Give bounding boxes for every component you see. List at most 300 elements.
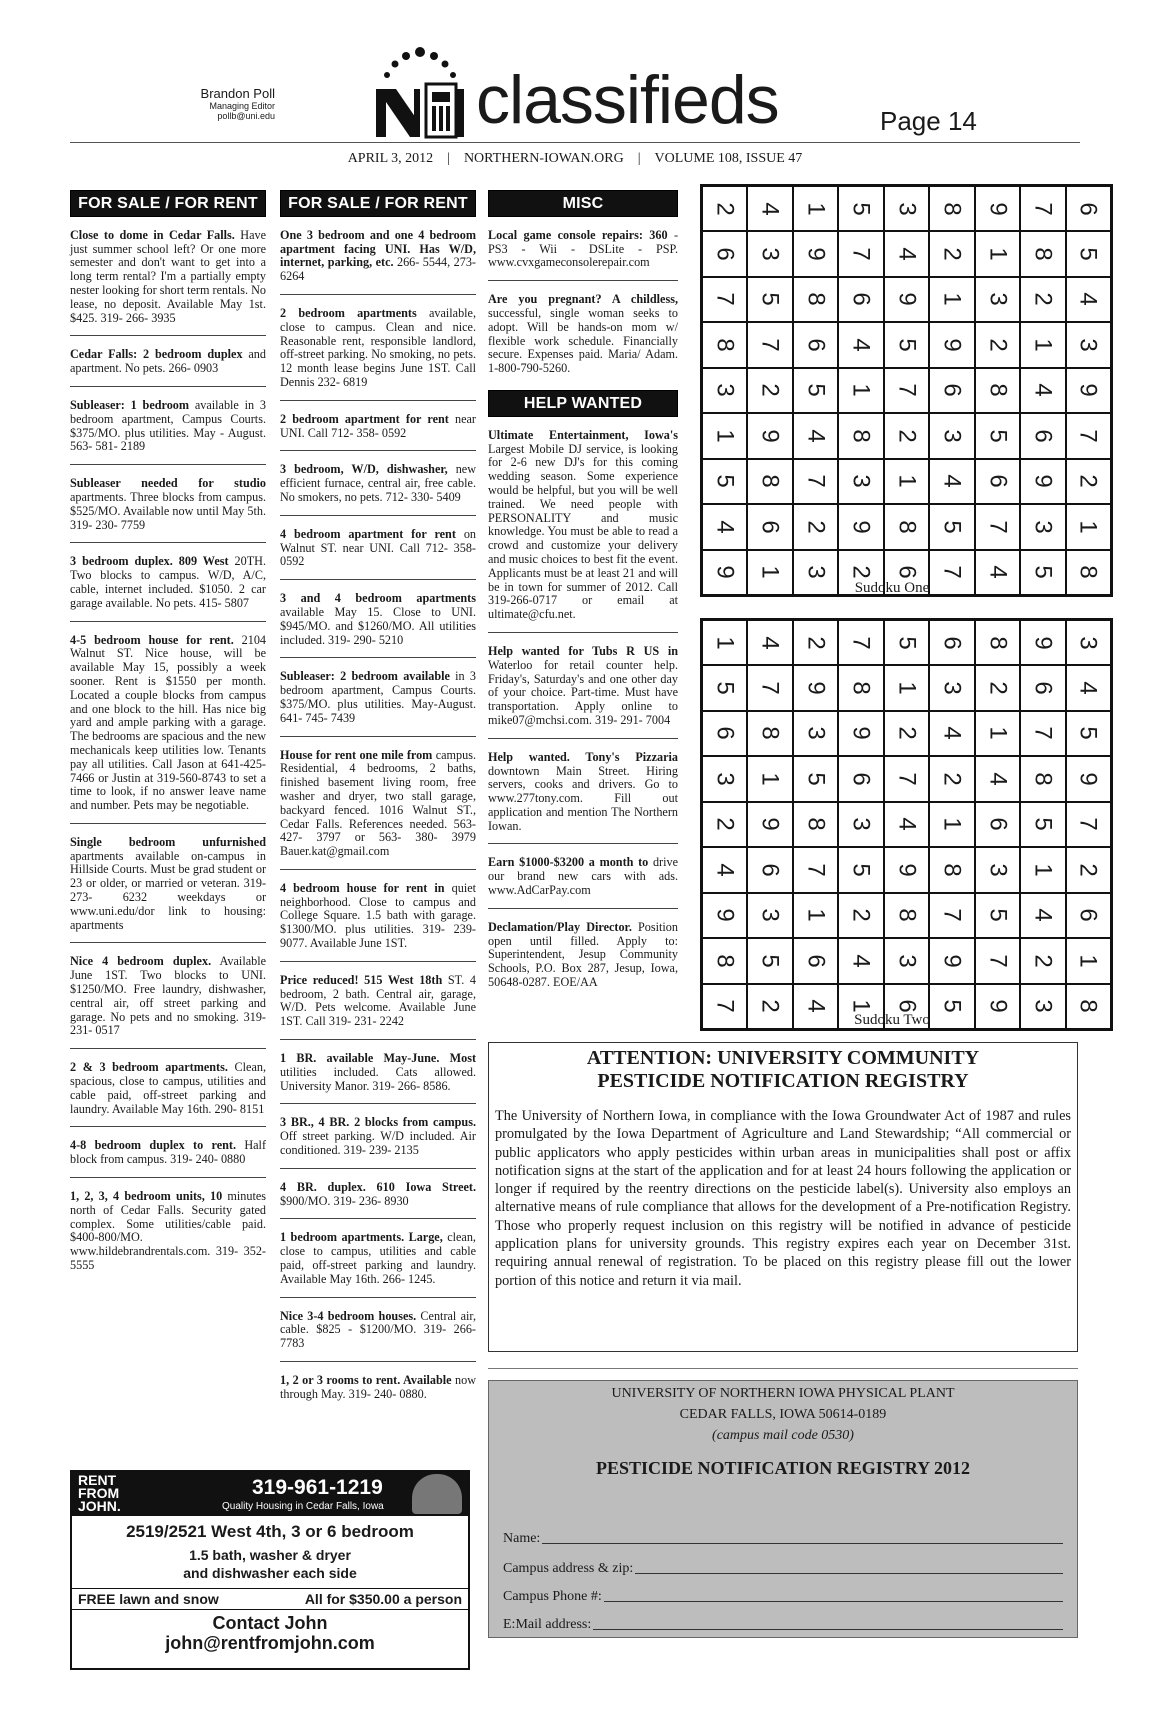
classified-ad — [280, 1052, 476, 1093]
sudoku-digit: 7 — [1029, 726, 1057, 740]
ad-headline: 4 bedroom apartment for rent — [280, 526, 456, 541]
sudoku-row — [702, 620, 1112, 666]
sudoku-digit: 8 — [711, 954, 739, 968]
ad-headline: 4 BR. duplex. 610 Iowa Street. — [280, 1179, 476, 1194]
sudoku-two-caption: Sudoku Two — [854, 1012, 930, 1028]
sudoku-row — [702, 665, 1112, 711]
sudoku-cell — [747, 938, 793, 984]
header-rule — [70, 142, 1080, 143]
classified-ad — [280, 1181, 476, 1209]
sudoku-cell — [747, 277, 793, 323]
classified-ad — [488, 645, 678, 728]
email-label: E:Mail address: — [503, 1617, 592, 1632]
sudoku-cell — [747, 756, 793, 802]
rent-from-john-ad — [70, 1470, 470, 1670]
sudoku-digit: 5 — [984, 429, 1012, 443]
classified-ad — [70, 955, 266, 1038]
sudoku-digit: 1 — [938, 292, 966, 306]
email-field[interactable] — [503, 1617, 1063, 1633]
email-line[interactable] — [593, 1617, 1063, 1630]
sudoku-digit: 3 — [711, 772, 739, 786]
sudoku-digit: 6 — [938, 383, 966, 397]
rent-ad-address: 2519/2521 West 4th, 3 or 6 bedroom — [126, 1522, 414, 1541]
ad-separator — [70, 1048, 266, 1049]
sudoku-cell — [975, 277, 1021, 323]
sudoku-cell — [793, 504, 839, 550]
sudoku-cell — [793, 277, 839, 323]
sudoku-digit: 9 — [1029, 474, 1057, 488]
sudoku-digit: 3 — [802, 565, 830, 579]
ad-headline: Subleaser: 1 bedroom — [70, 397, 190, 412]
sudoku-digit: 7 — [984, 520, 1012, 534]
sudoku-cell — [884, 802, 930, 848]
sudoku-digit: 7 — [847, 247, 875, 261]
classified-ad — [280, 882, 476, 951]
sudoku-digit: 6 — [1029, 681, 1057, 695]
sudoku-digit: 8 — [1029, 247, 1057, 261]
sudoku-cell — [838, 802, 884, 848]
ad-body: $900/MO. 319- 236- 8930 — [280, 1193, 409, 1208]
sudoku-cell — [747, 459, 793, 505]
sudoku-digit: 8 — [847, 429, 875, 443]
ad-body: Clean, spacious, close to campus, utilities and cable paid, off-street parking and laundry. Available May 16th. 290- 8151 — [70, 1060, 266, 1116]
notice-title-line-2: PESTICIDE NOTIFICATION REGISTRY — [597, 1070, 969, 1092]
sudoku-digit: 9 — [938, 954, 966, 968]
sudoku-cell — [702, 893, 748, 939]
sudoku-digit: 1 — [847, 383, 875, 397]
sudoku-cell — [1020, 550, 1066, 596]
campus-phone-label: Campus Phone #: — [503, 1589, 602, 1604]
ad-body: on Walnut ST. near UNI. Call 712- 358- 0592 — [280, 526, 476, 569]
ad-separator — [488, 738, 678, 739]
sudoku-row — [702, 322, 1112, 368]
for-sale-for-rent-column-1 — [70, 190, 266, 1273]
sudoku-digit: 1 — [984, 726, 1012, 740]
sudoku-cell — [793, 893, 839, 939]
sudoku-cell — [793, 186, 839, 232]
sudoku-cell — [838, 322, 884, 368]
sudoku-cell — [1020, 893, 1066, 939]
sudoku-cell — [793, 756, 839, 802]
sudoku-digit: 9 — [984, 201, 1012, 216]
sudoku-digit: 6 — [756, 520, 784, 534]
classified-ad — [488, 921, 678, 990]
sudoku-cell — [975, 893, 1021, 939]
dateline: APRIL 3, 2012 | NORTHERN-IOWAN.ORG | VOLUME 108, ISSUE 47 — [347, 151, 803, 166]
for-sale-banner: FOR SALE / FOR RENT — [280, 190, 476, 217]
sudoku-digit: 3 — [847, 474, 875, 488]
sudoku-cell — [793, 665, 839, 711]
rent-ad-phone: 319-961-1219 — [252, 1476, 383, 1499]
campus-phone-field[interactable] — [503, 1589, 1063, 1605]
ad-separator — [280, 1039, 476, 1040]
sudoku-row — [702, 802, 1112, 848]
sudoku-digit: 2 — [711, 201, 739, 216]
sudoku-digit: 9 — [802, 681, 830, 695]
misc-banner: MISC — [488, 190, 678, 217]
sudoku-digit: 7 — [802, 863, 830, 877]
ad-body: Waterloo for retail counter help. Friday's, Saturday's and one other day of your choice. Part-time. Must have transportation. Apply online to mike07@mchsi.com. 319- 291- 7004 — [488, 657, 678, 727]
classified-ad — [280, 528, 476, 569]
sudoku-cell — [975, 756, 1021, 802]
sudoku-cell — [1066, 756, 1112, 802]
sudoku-cell — [929, 802, 975, 848]
sudoku-digit: 5 — [1074, 247, 1102, 261]
rent-ad-features-2: and dishwasher each side — [183, 1565, 357, 1581]
sudoku-digit: 4 — [802, 429, 830, 443]
sudoku-digit: 4 — [756, 635, 784, 650]
sudoku-row — [702, 756, 1112, 802]
sudoku-cell — [975, 711, 1021, 757]
sudoku-digit: 7 — [938, 908, 966, 922]
sudoku-digit: 4 — [847, 338, 875, 352]
ad-body: apartments. Three blocks from campus. $525/MO. Available now until May 5th. 319- 230- 7759 — [70, 489, 266, 532]
sudoku-cell — [1066, 620, 1112, 666]
editor-name: Brandon Poll — [200, 86, 275, 101]
sudoku-cell — [702, 322, 748, 368]
sudoku-digit: 3 — [1074, 338, 1102, 352]
sudoku-digit: 7 — [756, 681, 784, 695]
sudoku-cell — [1066, 893, 1112, 939]
sudoku-cell — [1066, 847, 1112, 893]
ad-headline: 1 bedroom apartments. Large, — [280, 1230, 443, 1245]
sudoku-digit: 1 — [1074, 520, 1102, 534]
sudoku-cell — [838, 665, 884, 711]
sudoku-cell — [838, 277, 884, 323]
for-sale-banner: FOR SALE / FOR RENT — [70, 190, 266, 217]
sudoku-cell — [1020, 504, 1066, 550]
sudoku-digit: 2 — [847, 565, 875, 579]
sudoku-digit: 4 — [1074, 292, 1102, 306]
sudoku-digit: 8 — [802, 292, 830, 306]
ad-headline: 1 BR. available May-June. Most — [280, 1051, 476, 1066]
classified-ad — [70, 348, 266, 376]
sudoku-digit: 9 — [984, 999, 1012, 1013]
sudoku-digit: 9 — [756, 817, 784, 831]
sudoku-digit: 4 — [1029, 908, 1057, 922]
ad-body: Available June 1ST. Two blocks to UNI. $1250/MO. Free laundry, dishwasher, central air, off street parking and garage. No pets and no smoking. 319- 231- 0517 — [70, 954, 267, 1038]
ad-headline: Price reduced! 515 West 18th — [280, 972, 443, 987]
sudoku-cell — [793, 459, 839, 505]
sudoku-one-caption: Sudoku One — [854, 580, 930, 596]
sudoku-cell — [747, 665, 793, 711]
ad-headline: Nice 4 bedroom duplex. — [70, 954, 212, 969]
rent-ad-brand: RENT FROM JOHN. — [78, 1472, 121, 1514]
sudoku-cell — [975, 802, 1021, 848]
ad-separator — [70, 542, 266, 543]
ad-separator — [280, 1218, 476, 1219]
ad-body: Have just summer school left? Or one more semester and don't want to get into a long term rental? I'm a partially empty nester looking for short term rentals. No lease, no deposit. Available May 1st. $425. 319- 266- 3935 — [70, 227, 266, 325]
sudoku-cell — [702, 231, 748, 277]
classified-ad — [280, 1231, 476, 1286]
sudoku-cell — [702, 459, 748, 505]
sudoku-cell — [975, 504, 1021, 550]
sudoku-digit: 9 — [847, 520, 875, 534]
name-line[interactable] — [542, 1531, 1063, 1544]
sudoku-cell — [793, 802, 839, 848]
ad-headline: 3 bedroom duplex. 809 West — [70, 554, 229, 569]
sudoku-row — [702, 847, 1112, 893]
sudoku-cell — [1066, 186, 1112, 232]
sudoku-cell — [929, 504, 975, 550]
sudoku-cell — [702, 756, 748, 802]
sudoku-digit: 5 — [1029, 817, 1057, 831]
ad-separator — [280, 736, 476, 737]
sudoku-cell — [1066, 504, 1112, 550]
sudoku-cell — [1020, 938, 1066, 984]
sudoku-digit: 9 — [1074, 383, 1102, 397]
campus-address-label: Campus address & zip: — [503, 1561, 634, 1576]
sudoku-digit: 5 — [711, 474, 739, 488]
sudoku-digit: 8 — [756, 474, 784, 488]
sudoku-cell — [793, 322, 839, 368]
editor-title: Managing Editor — [209, 101, 275, 111]
sudoku-digit: 7 — [1074, 429, 1102, 443]
for-sale-for-rent-column-2 — [280, 190, 476, 1402]
sudoku-cell — [1020, 984, 1066, 1030]
sudoku-digit: 3 — [1074, 635, 1102, 650]
sudoku-digit: 4 — [756, 201, 784, 216]
sudoku-digit: 2 — [1029, 954, 1057, 968]
ad-separator — [280, 1103, 476, 1104]
sudoku-cell — [1020, 231, 1066, 277]
sudoku-cell — [702, 711, 748, 757]
sudoku-cell — [747, 368, 793, 414]
ad-headline: Are you pregnant? A childless, — [488, 292, 678, 307]
classified-ad — [280, 229, 476, 284]
sudoku-digit: 1 — [711, 429, 739, 443]
ad-body: new efficient furnace, central air, free cable. No smokers, no pets. 712- 330- 5409 — [280, 462, 476, 504]
sudoku-digit: 6 — [1074, 201, 1102, 216]
sudoku-cell — [884, 893, 930, 939]
sudoku-digit: 2 — [938, 247, 966, 261]
sudoku-cell — [975, 186, 1021, 232]
sudoku-cell — [929, 665, 975, 711]
rent-ad-offer-row — [72, 1588, 468, 1610]
sudoku-digit: 1 — [1029, 338, 1057, 352]
campus-phone-line[interactable] — [604, 1589, 1063, 1602]
sudoku-cell — [975, 368, 1021, 414]
sudoku-cell — [702, 368, 748, 414]
sudoku-digit: 3 — [893, 201, 921, 216]
ad-headline: Cedar Falls: 2 bedroom duplex — [70, 347, 243, 362]
ad-body: campus. Residential, 4 bedrooms, 2 baths, finished basement living room, free washer and dryer, two stall garage, backyard fenced. 1016 Walnut ST., Cedar Falls. References needed. 563- 427- 3797 or 563- 380- 3979 Bauer.kat@gmail.com — [280, 747, 477, 859]
ad-body: drive our brand new cars with ads. www.AdCarPay.com — [488, 855, 678, 898]
sudoku-cell — [1020, 665, 1066, 711]
sudoku-cell — [975, 847, 1021, 893]
ad-body: 2104 Walnut ST. Nice house, will be available May 15, possibly a week sooner. Rent is $1550 per month. Located a couple blocks from campus and one block to the hill. Has nice big yard and ample parking with a garage. The bedrooms are spacious and the new mechanicals keep utilities low. Tenants pay all utilities. Call Jason at 641-425-7466 or Justin at 319-560-8743 to set a time to look, if no answer leave name and number. Pets may be negotiable. — [70, 632, 267, 813]
sudoku-cell — [884, 938, 930, 984]
sudoku-digit: 5 — [1074, 726, 1102, 740]
sudoku-cell — [702, 938, 748, 984]
sudoku-cell — [838, 756, 884, 802]
form-org: UNIVERSITY OF NORTHERN IOWA PHYSICAL PLANT — [611, 1386, 955, 1401]
sudoku-digit: 7 — [847, 635, 875, 650]
campus-address-field[interactable] — [503, 1561, 1063, 1577]
sudoku-digit: 7 — [756, 338, 784, 352]
classified-ad — [70, 1061, 266, 1116]
sudoku-row — [702, 893, 1112, 939]
form-mail-code: (campus mail code 0530) — [712, 1428, 854, 1443]
sudoku-digit: 5 — [893, 635, 921, 650]
notice-divider — [488, 1368, 1078, 1369]
sudoku-digit: 8 — [938, 863, 966, 877]
ad-separator — [70, 386, 266, 387]
sudoku-cell — [884, 413, 930, 459]
landlord-photo — [412, 1474, 462, 1514]
sudoku-digit: 1 — [984, 247, 1012, 261]
sudoku-cell — [747, 504, 793, 550]
sudoku-digit: 3 — [893, 954, 921, 968]
sudoku-cell — [975, 459, 1021, 505]
ad-headline: 4 bedroom house for rent in — [280, 880, 445, 895]
sudoku-digit: 7 — [1074, 817, 1102, 831]
classified-ad — [488, 429, 678, 622]
rent-ad-features-1: 1.5 bath, washer & dryer — [189, 1547, 351, 1563]
sudoku-digit: 2 — [893, 726, 921, 740]
website-link[interactable]: NORTHERN-IOWAN.ORG — [463, 151, 624, 166]
sudoku-digit: 3 — [938, 681, 966, 695]
sudoku-digit: 7 — [711, 292, 739, 306]
sudoku-cell — [702, 550, 748, 596]
ad-body: successful, single woman seeks to adopt. Will be hands-on mom w/ flexible work schedule. Financially secure. Expenses paid. Maria/ Adam. 1-800-790-5260. — [488, 305, 678, 376]
sudoku-cell — [1020, 459, 1066, 505]
sudoku-digit: 4 — [847, 954, 875, 968]
ad-headline: Close to dome in Cedar Falls. — [70, 227, 235, 242]
classified-ad — [280, 307, 476, 390]
classified-ad — [280, 1374, 476, 1402]
sudoku-cell — [838, 413, 884, 459]
sudoku-digit: 1 — [1029, 863, 1057, 877]
sudoku-cell — [929, 322, 975, 368]
sudoku-digit: 2 — [984, 681, 1012, 695]
sudoku-cell — [929, 847, 975, 893]
sudoku-digit: 1 — [756, 772, 784, 786]
ad-body: available, close to campus. Clean and nice. Reasonable rent, responsible landlord, off-street parking. No smoking, no pets. 12 month lease begins June 1ST. Call Dennis 232- 6819 — [280, 305, 476, 389]
ad-separator — [280, 450, 476, 451]
name-field[interactable] — [503, 1531, 1063, 1547]
pesticide-registry-form — [488, 1380, 1078, 1638]
sudoku-cell — [702, 847, 748, 893]
sudoku-cell — [747, 802, 793, 848]
sudoku-row — [702, 186, 1112, 232]
ad-headline: Declamation/Play Director. — [488, 919, 632, 934]
ad-body: 266- 5544, 273- 6264 — [280, 255, 476, 284]
sudoku-digit: 4 — [1029, 383, 1057, 397]
notice-body: The University of Northern Iowa, in compliance with the Iowa Groundwater Act of 1987 and rules promulgated by the Iowa Department of Agriculture and Land Stewardship; “All commercial or public applicators who apply pesticides within urban areas in municipalities shall post or affix notification signs at the start of the application and for at least 24 hours following the application or longer if required by the reentry directions on the pesticide label(s). University also employs an alternative means of rule compliance that allows for the development of a Pre-notification Registry. Those who properly request inclusion on this registry will be notified in advance of pesticide application plans for university grounds. This registry expires each year on December 31st. requiring annual renewal of registration. To be placed on this registry please fill out the lower portion of this notice and return it via mail. — [495, 1108, 1071, 1289]
ad-body: apartments available on-campus in Hillside Courts. Must be grad student or 23 or older, or married or veteran. 319- 273- 6232 weekdays or www.uni.edu/dor link to housing: apartments — [70, 848, 266, 932]
sudoku-digit: 2 — [893, 429, 921, 443]
ad-headline: 3 BR., 4 BR. 2 blocks from campus. — [280, 1115, 476, 1130]
sudoku-digit: 2 — [847, 908, 875, 922]
ad-headline: Single bedroom unfurnished — [70, 834, 266, 849]
sudoku-cell — [884, 504, 930, 550]
sudoku-digit: 8 — [893, 520, 921, 534]
classified-ad — [280, 592, 476, 647]
campus-address-line[interactable] — [635, 1561, 1063, 1574]
issue-date: APRIL 3, 2012 — [347, 151, 434, 166]
sudoku-digit: 1 — [802, 201, 830, 216]
sudoku-cell — [838, 504, 884, 550]
classified-ad — [280, 463, 476, 504]
sudoku-digit: 8 — [802, 817, 830, 831]
page-number: Page 14 — [880, 106, 977, 136]
sudoku-digit: 1 — [1074, 954, 1102, 968]
sudoku-cell — [1066, 413, 1112, 459]
sudoku-digit: 6 — [847, 292, 875, 306]
ad-body: available May 15. Close to UNI. $945/MO. and $1260/MO. All utilities included. 319- 290- 5210 — [280, 604, 476, 647]
ad-body: 20TH. Two blocks to campus. W/D, A/C, cable, internet included. $1050. 2 car garage available. No pets. 415- 5807 — [70, 554, 266, 610]
sudoku-digit: 8 — [938, 201, 966, 216]
sudoku-cell — [747, 984, 793, 1030]
sudoku-cell — [929, 413, 975, 459]
sudoku-cell — [884, 847, 930, 893]
sudoku-digit: 8 — [1074, 565, 1102, 579]
ad-headline: Local game console repairs: 360 — [488, 227, 668, 242]
sudoku-cell — [1066, 802, 1112, 848]
sudoku-digit: 8 — [847, 681, 875, 695]
sudoku-digit: 9 — [938, 338, 966, 352]
form-city: CEDAR FALLS, IOWA 50614-0189 — [679, 1407, 887, 1422]
sudoku-cell — [884, 620, 930, 666]
classified-ad — [70, 477, 266, 532]
sudoku-cell — [975, 620, 1021, 666]
ad-separator — [280, 294, 476, 295]
sudoku-digit: 5 — [847, 863, 875, 877]
sudoku-cell — [929, 277, 975, 323]
ad-separator — [70, 1126, 266, 1127]
classified-ad — [280, 1116, 476, 1157]
ad-headline: 1, 2 or 3 rooms to rent. Available — [280, 1373, 452, 1388]
ad-headline: 1, 2, 3, 4 bedroom units, 10 — [70, 1189, 223, 1204]
classified-ad — [70, 836, 266, 933]
sudoku-cell — [1066, 459, 1112, 505]
sudoku-digit: 9 — [847, 726, 875, 740]
sudoku-digit: 8 — [1074, 999, 1102, 1013]
ad-separator — [70, 1177, 266, 1178]
sudoku-row — [702, 938, 1112, 984]
volume-issue: VOLUME 108, ISSUE 47 — [654, 151, 803, 166]
sudoku-digit: 5 — [756, 954, 784, 968]
sudoku-digit: 2 — [802, 520, 830, 534]
sudoku-cell — [702, 504, 748, 550]
rent-ad-email[interactable]: john@rentfromjohn.com — [165, 1633, 375, 1653]
sudoku-cell — [1020, 620, 1066, 666]
sudoku-digit: 2 — [1074, 474, 1102, 488]
ad-body: clean, close to campus, utilities and cable paid, off-street parking and laundry. Available May 16th. 266- 1245. — [280, 1230, 476, 1286]
classified-ad — [70, 555, 266, 610]
sudoku-cell — [838, 711, 884, 757]
sudoku-digit: 6 — [802, 954, 830, 968]
ad-body: ST. 4 bedroom, 2 bath. Central air, garage, W/D. Pets welcome. Available June 1ST. Call 319- 231- 2242 — [280, 972, 476, 1029]
sudoku-digit: 2 — [711, 817, 739, 831]
classified-ad — [488, 229, 678, 270]
ad-body: near UNI. Call 712- 358- 0592 — [280, 411, 476, 440]
sudoku-digit: 7 — [984, 954, 1012, 968]
classified-ad — [280, 670, 476, 725]
sudoku-cell — [1066, 938, 1112, 984]
sudoku-cell — [838, 459, 884, 505]
ad-headline: 3 bedroom, W/D, dishwasher, — [280, 462, 448, 477]
sudoku-cell — [1066, 322, 1112, 368]
sudoku-digit: 5 — [1029, 565, 1057, 579]
sudoku-cell — [702, 984, 748, 1030]
sudoku-cell — [884, 186, 930, 232]
sudoku-digit: 8 — [984, 635, 1012, 650]
sudoku-cell — [838, 368, 884, 414]
sudoku-cell — [747, 231, 793, 277]
ad-headline: Earn $1000-$3200 a month to — [488, 855, 649, 870]
